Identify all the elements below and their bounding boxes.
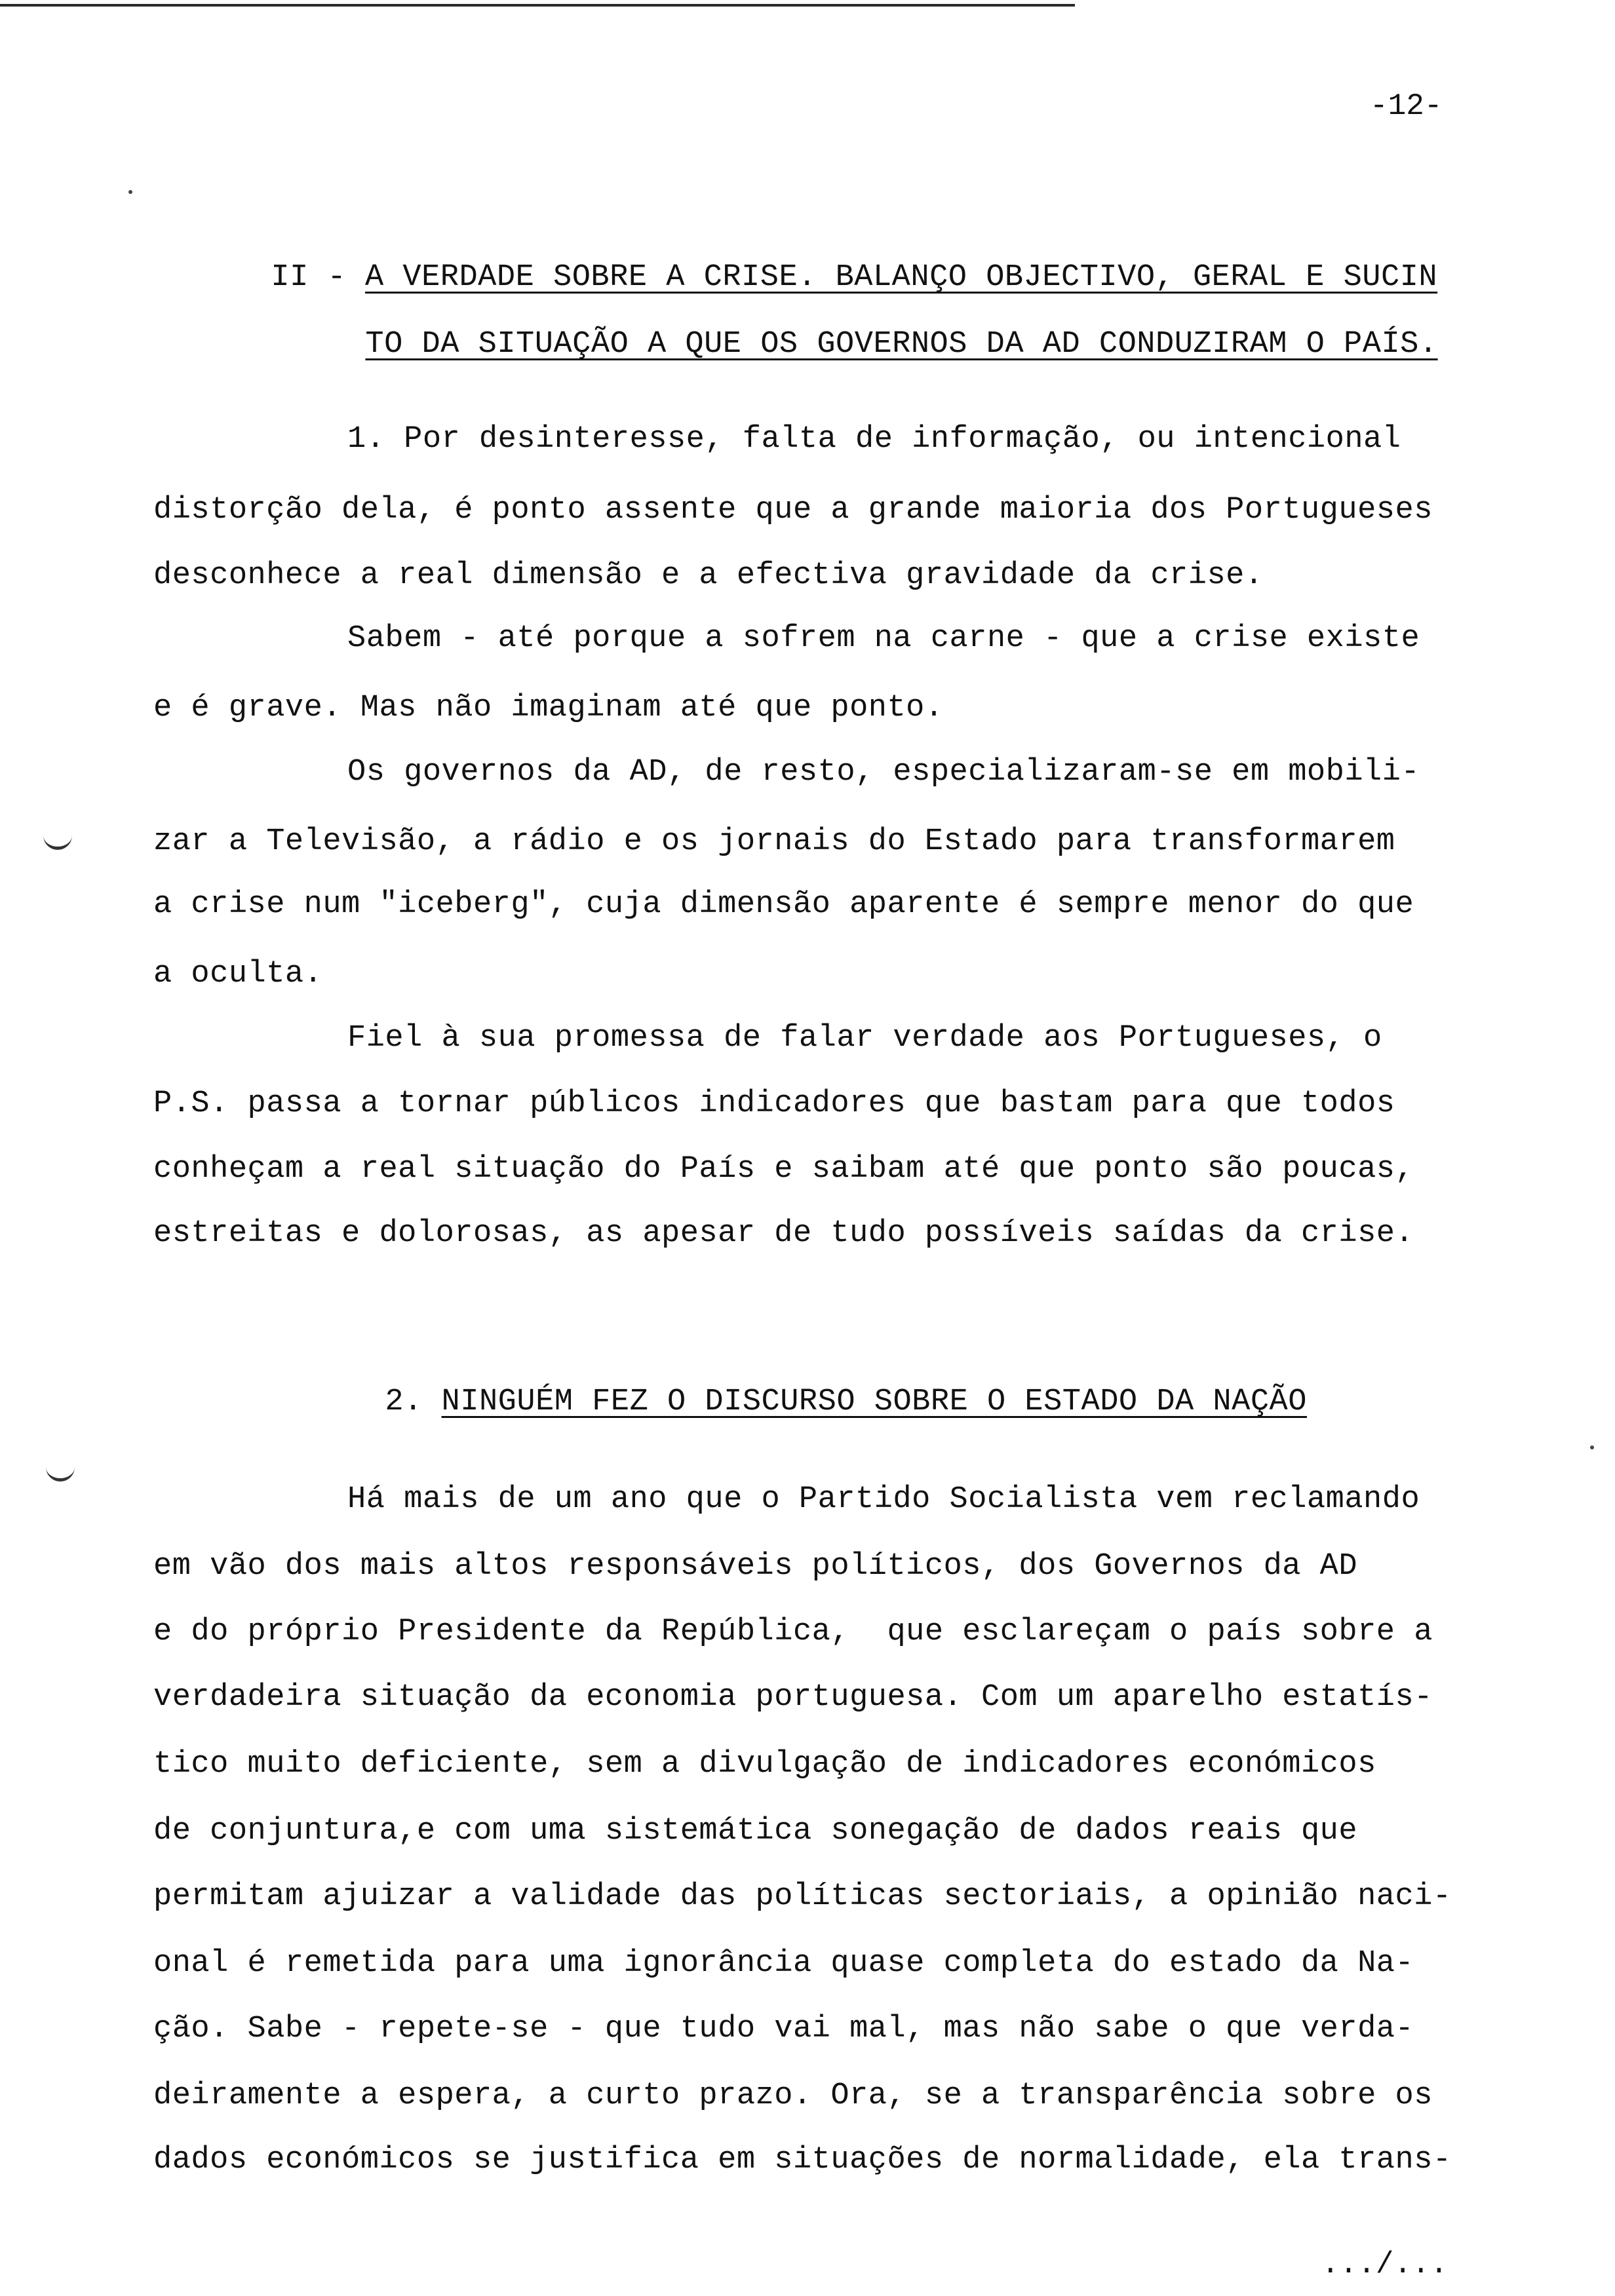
paragraph-line: desconhece a real dimensão e a efectiva gravidade da crise. <box>153 558 1264 593</box>
page-number: -12- <box>1370 89 1443 123</box>
top-rule <box>0 4 1075 7</box>
paragraph-line: tico muito deficiente, sem a divulgação de indicadores económicos <box>153 1747 1376 1782</box>
continuation-mark: .../... <box>1321 2248 1449 2282</box>
section2-title: NINGUÉM FEZ O DISCURSO SOBRE O ESTADO DA NAÇÃO <box>441 1385 1307 1419</box>
section-heading-text-2: TO DA SITUAÇÃO A QUE OS GOVERNOS DA AD CONDUZIRAM O PAÍS. <box>365 327 1438 362</box>
paragraph-line: onal é remetida para uma ignorância quase completa do estado da Na- <box>153 1946 1414 1981</box>
margin-mark <box>43 832 72 850</box>
paragraph-line: verdadeira situação da economia portuguesa. Com um aparelho estatís- <box>153 1680 1433 1715</box>
paragraph-line: distorção dela, é ponto assente que a grande maioria dos Portugueses <box>153 493 1433 527</box>
section-heading-line-1 <box>233 225 1437 295</box>
paragraph-line: deiramente a espera, a curto prazo. Ora, se a transparência sobre os <box>153 2078 1433 2113</box>
paragraph-line: Fiel à sua promessa de falar verdade aos Portugueses, o <box>347 1021 1382 1056</box>
paragraph-line: Há mais de um ano que o Partido Socialista vem reclamando <box>347 1482 1420 1517</box>
paragraph-line: Os governos da AD, de resto, especializaram-se em mobili- <box>347 755 1420 790</box>
section-heading-text-1: A VERDADE SOBRE A CRISE. BALANÇO OBJECTIVO, GERAL E SUCIN <box>364 260 1438 295</box>
paragraph-line: em vão dos mais altos responsáveis políticos, dos Governos da AD <box>153 1549 1358 1584</box>
paragraph-line: e é grave. Mas não imaginam até que ponto. <box>153 691 944 725</box>
paragraph-line: e do próprio Presidente da República, que esclareçam o país sobre a <box>153 1615 1433 1649</box>
section-heading-line-2 <box>328 292 1438 362</box>
section-heading-prefix: II - <box>271 260 365 295</box>
paragraph-line: conheçam a real situação do País e saibam até que ponto são poucas, <box>153 1152 1414 1187</box>
paragraph-line: de conjuntura,e com uma sistemática sonegação de dados reais que <box>153 1814 1358 1848</box>
paragraph-line: permitam ajuizar a validade das políticas sectoriais, a opinião naci- <box>153 1879 1452 1914</box>
scan-speck <box>1590 1445 1594 1449</box>
paragraph-line: 1. Por desinteresse, falta de informação, ou intencional <box>347 422 1401 457</box>
paragraph-line: dados económicos se justifica em situações de normalidade, ela trans- <box>153 2143 1452 2177</box>
paragraph-line: a oculta. <box>153 957 323 991</box>
paragraph-line: zar a Televisão, a rádio e os jornais do Estado para transformarem <box>153 824 1395 859</box>
paragraph-line: Sabem - até porque a sofrem na carne - que a crise existe <box>347 621 1420 656</box>
paragraph-line: P.S. passa a tornar públicos indicadores que bastam para que todos <box>153 1086 1395 1121</box>
paragraph-line: ção. Sabe - repete-se - que tudo vai mal, mas não sabe o que verda- <box>153 2012 1414 2046</box>
section2-heading <box>347 1350 1307 1419</box>
section2-number: 2. <box>385 1385 442 1419</box>
margin-mark <box>46 1464 75 1482</box>
paragraph-line: a crise num "iceberg", cuja dimensão aparente é sempre menor do que <box>153 887 1414 922</box>
scan-speck <box>128 190 132 194</box>
paragraph-line: estreitas e dolorosas, as apesar de tudo possíveis saídas da crise. <box>153 1216 1414 1251</box>
